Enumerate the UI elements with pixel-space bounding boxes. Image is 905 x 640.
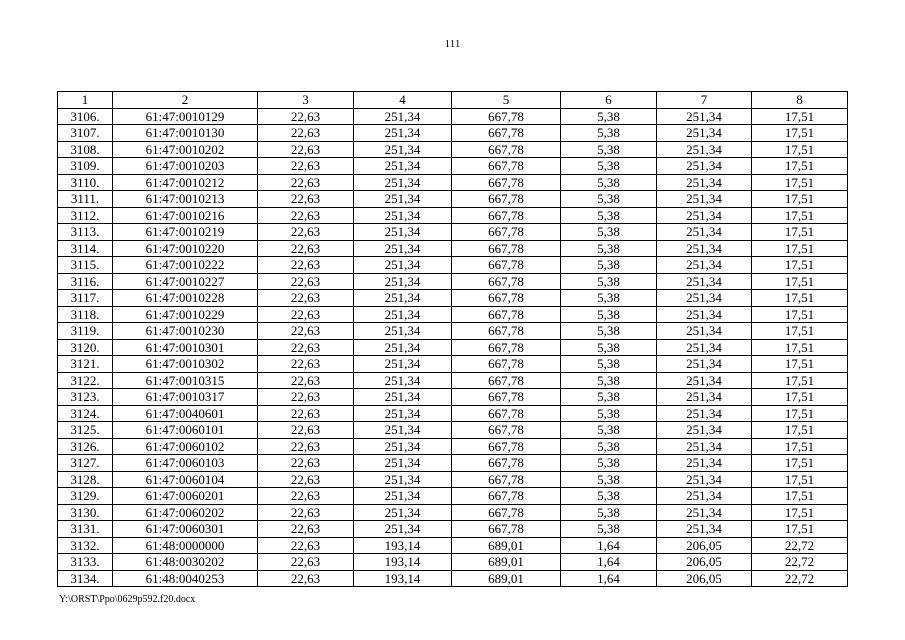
table-row [58, 537, 848, 554]
table-cell: 17,51 [752, 422, 848, 439]
table-cell: 61:47:0010222 [113, 257, 258, 274]
table-cell: 206,05 [657, 570, 752, 587]
table-cell: 5,38 [561, 488, 657, 505]
table-cell: 5,38 [561, 158, 657, 175]
table-cell: 251,34 [657, 504, 752, 521]
table-cell: 5,38 [561, 141, 657, 158]
table-cell: 22,63 [258, 240, 354, 257]
table-cell: 3116. [58, 273, 113, 290]
table-cell: 251,34 [354, 356, 452, 373]
table-cell: 3130. [58, 504, 113, 521]
table-cell: 17,51 [752, 273, 848, 290]
table-cell: 251,34 [354, 389, 452, 406]
table-cell: 17,51 [752, 438, 848, 455]
table-cell: 3122. [58, 372, 113, 389]
table-cell: 61:47:0010315 [113, 372, 258, 389]
table-cell: 3114. [58, 240, 113, 257]
table-cell: 22,63 [258, 125, 354, 142]
page-number: 111 [444, 38, 461, 50]
table-cell: 251,34 [657, 108, 752, 125]
table-cell: 5,38 [561, 108, 657, 125]
table-cell: 17,51 [752, 207, 848, 224]
table-cell: 22,63 [258, 273, 354, 290]
table-cell: 667,78 [452, 174, 561, 191]
table-cell: 251,34 [354, 455, 452, 472]
table-cell: 61:47:0010130 [113, 125, 258, 142]
table-cell: 667,78 [452, 257, 561, 274]
table-cell: 17,51 [752, 323, 848, 340]
table-cell: 251,34 [354, 108, 452, 125]
table-cell: 5,38 [561, 290, 657, 307]
column-header: 7 [657, 92, 752, 109]
table-cell: 667,78 [452, 455, 561, 472]
table-cell: 17,51 [752, 224, 848, 241]
table-body [58, 108, 848, 587]
table-row [58, 174, 848, 191]
table-cell: 206,05 [657, 537, 752, 554]
table-cell: 17,51 [752, 290, 848, 307]
table-cell: 22,63 [258, 389, 354, 406]
table-cell: 22,72 [752, 537, 848, 554]
table-row [58, 488, 848, 505]
table-cell: 251,34 [354, 405, 452, 422]
table-cell: 5,38 [561, 521, 657, 538]
table-cell: 667,78 [452, 471, 561, 488]
table-row [58, 504, 848, 521]
table-cell: 61:47:0010219 [113, 224, 258, 241]
table-cell: 667,78 [452, 224, 561, 241]
table-cell: 667,78 [452, 323, 561, 340]
table-cell: 3120. [58, 339, 113, 356]
table-cell: 22,63 [258, 504, 354, 521]
table-cell: 17,51 [752, 125, 848, 142]
table-cell: 667,78 [452, 158, 561, 175]
table-cell: 3107. [58, 125, 113, 142]
table-cell: 61:47:0010301 [113, 339, 258, 356]
table-row [58, 191, 848, 208]
table-row [58, 306, 848, 323]
table-row [58, 372, 848, 389]
table-cell: 667,78 [452, 389, 561, 406]
table-cell: 17,51 [752, 389, 848, 406]
table-cell: 251,34 [354, 372, 452, 389]
table-cell: 667,78 [452, 339, 561, 356]
table-cell: 251,34 [657, 372, 752, 389]
table-cell: 5,38 [561, 405, 657, 422]
table-cell: 251,34 [354, 504, 452, 521]
table-cell: 1,64 [561, 570, 657, 587]
table-cell: 5,38 [561, 273, 657, 290]
table-cell: 251,34 [657, 471, 752, 488]
table-cell: 667,78 [452, 273, 561, 290]
table-cell: 22,63 [258, 141, 354, 158]
table-cell: 251,34 [354, 240, 452, 257]
table-cell: 3108. [58, 141, 113, 158]
table-cell: 61:47:0040601 [113, 405, 258, 422]
table-cell: 251,34 [354, 224, 452, 241]
table-cell: 22,63 [258, 356, 354, 373]
table-cell: 17,51 [752, 141, 848, 158]
table-cell: 667,78 [452, 306, 561, 323]
table-cell: 3126. [58, 438, 113, 455]
table-cell: 22,63 [258, 570, 354, 587]
table-cell: 251,34 [657, 174, 752, 191]
table-cell: 251,34 [657, 207, 752, 224]
table-cell: 5,38 [561, 174, 657, 191]
table-cell: 3133. [58, 554, 113, 571]
table-header-row [58, 92, 848, 109]
table-cell: 3111. [58, 191, 113, 208]
table-cell: 251,34 [354, 290, 452, 307]
table-cell: 689,01 [452, 570, 561, 587]
table-cell: 17,51 [752, 108, 848, 125]
table-cell: 17,51 [752, 455, 848, 472]
table-row [58, 141, 848, 158]
table-cell: 251,34 [354, 158, 452, 175]
table-row [58, 389, 848, 406]
table-cell: 61:47:0010227 [113, 273, 258, 290]
table-row [58, 554, 848, 571]
table-cell: 251,34 [657, 158, 752, 175]
table-cell: 17,51 [752, 488, 848, 505]
table-cell: 5,38 [561, 356, 657, 373]
table-cell: 251,34 [657, 521, 752, 538]
table-cell: 251,34 [657, 422, 752, 439]
table-cell: 1,64 [561, 537, 657, 554]
table-cell: 667,78 [452, 521, 561, 538]
table-cell: 251,34 [354, 125, 452, 142]
table-cell: 689,01 [452, 537, 561, 554]
table-row [58, 323, 848, 340]
table-row [58, 273, 848, 290]
table-cell: 61:47:0060101 [113, 422, 258, 439]
table-cell: 22,63 [258, 471, 354, 488]
column-header: 8 [752, 92, 848, 109]
table-cell: 3113. [58, 224, 113, 241]
table-cell: 22,63 [258, 207, 354, 224]
table-cell: 251,34 [354, 323, 452, 340]
table-row [58, 471, 848, 488]
table-cell: 251,34 [657, 141, 752, 158]
table-cell: 22,63 [258, 405, 354, 422]
table-row [58, 356, 848, 373]
table-cell: 61:47:0010203 [113, 158, 258, 175]
table-cell: 17,51 [752, 191, 848, 208]
table-cell: 22,63 [258, 306, 354, 323]
table-cell: 22,63 [258, 521, 354, 538]
table-cell: 61:48:0030202 [113, 554, 258, 571]
table-cell: 17,51 [752, 158, 848, 175]
table-cell: 251,34 [354, 521, 452, 538]
table-row [58, 521, 848, 538]
table-row [58, 207, 848, 224]
table-cell: 22,63 [258, 323, 354, 340]
table-cell: 61:47:0060104 [113, 471, 258, 488]
table-row [58, 240, 848, 257]
table-cell: 251,34 [657, 125, 752, 142]
table-cell: 667,78 [452, 207, 561, 224]
table-cell: 61:47:0060102 [113, 438, 258, 455]
column-header: 2 [113, 92, 258, 109]
table-cell: 5,38 [561, 191, 657, 208]
table-cell: 251,34 [354, 207, 452, 224]
table-cell: 17,51 [752, 339, 848, 356]
table-cell: 22,63 [258, 339, 354, 356]
table-cell: 251,34 [354, 438, 452, 455]
table-cell: 61:47:0010302 [113, 356, 258, 373]
data-table [57, 91, 848, 587]
table-row [58, 570, 848, 587]
table-cell: 193,14 [354, 570, 452, 587]
table-cell: 22,63 [258, 174, 354, 191]
table-cell: 3125. [58, 422, 113, 439]
table-cell: 22,63 [258, 488, 354, 505]
table-cell: 22,63 [258, 438, 354, 455]
table-cell: 667,78 [452, 290, 561, 307]
table-cell: 3123. [58, 389, 113, 406]
table-cell: 3118. [58, 306, 113, 323]
table-row [58, 125, 848, 142]
table-cell: 251,34 [354, 191, 452, 208]
table-cell: 251,34 [354, 422, 452, 439]
table-cell: 5,38 [561, 240, 657, 257]
table-cell: 667,78 [452, 108, 561, 125]
table-cell: 251,34 [657, 405, 752, 422]
table-row [58, 455, 848, 472]
table-cell: 251,34 [354, 488, 452, 505]
column-header: 4 [354, 92, 452, 109]
table-row [58, 158, 848, 175]
table-row [58, 257, 848, 274]
table-cell: 3106. [58, 108, 113, 125]
table-cell: 251,34 [657, 339, 752, 356]
table-cell: 5,38 [561, 306, 657, 323]
table-cell: 22,72 [752, 570, 848, 587]
table-cell: 667,78 [452, 504, 561, 521]
table-cell: 3112. [58, 207, 113, 224]
table-cell: 5,38 [561, 323, 657, 340]
table-cell: 251,34 [657, 224, 752, 241]
table-cell: 251,34 [657, 306, 752, 323]
table-cell: 5,38 [561, 224, 657, 241]
table-cell: 17,51 [752, 257, 848, 274]
table-cell: 251,34 [354, 471, 452, 488]
table-cell: 61:47:0060301 [113, 521, 258, 538]
table-cell: 22,63 [258, 158, 354, 175]
column-header: 3 [258, 92, 354, 109]
table-cell: 251,34 [354, 339, 452, 356]
table-cell: 3128. [58, 471, 113, 488]
table-cell: 22,63 [258, 224, 354, 241]
table-cell: 22,63 [258, 191, 354, 208]
footer-file-path: Y:\ORST\Ppo\0629p592.f20.docx [59, 594, 196, 605]
table-cell: 61:47:0060103 [113, 455, 258, 472]
table-cell: 251,34 [657, 356, 752, 373]
table-cell: 251,34 [354, 273, 452, 290]
table-cell: 193,14 [354, 537, 452, 554]
table-cell: 667,78 [452, 372, 561, 389]
table-cell: 251,34 [657, 240, 752, 257]
table-cell: 251,34 [354, 141, 452, 158]
table-cell: 22,63 [258, 108, 354, 125]
table-cell: 22,63 [258, 372, 354, 389]
table-cell: 5,38 [561, 389, 657, 406]
table-cell: 61:47:0060202 [113, 504, 258, 521]
table-row [58, 108, 848, 125]
table-cell: 61:47:0060201 [113, 488, 258, 505]
table-cell: 3127. [58, 455, 113, 472]
table-cell: 3119. [58, 323, 113, 340]
table-cell: 251,34 [354, 174, 452, 191]
table-cell: 5,38 [561, 257, 657, 274]
column-header: 5 [452, 92, 561, 109]
table-cell: 5,38 [561, 438, 657, 455]
table-cell: 5,38 [561, 455, 657, 472]
table-cell: 667,78 [452, 141, 561, 158]
table-cell: 5,38 [561, 207, 657, 224]
table-cell: 22,63 [258, 290, 354, 307]
table-cell: 61:47:0010317 [113, 389, 258, 406]
table-cell: 61:47:0010230 [113, 323, 258, 340]
table-cell: 251,34 [657, 257, 752, 274]
table-cell: 667,78 [452, 488, 561, 505]
table-cell: 61:47:0010129 [113, 108, 258, 125]
table-cell: 667,78 [452, 405, 561, 422]
table-row [58, 339, 848, 356]
table-cell: 3109. [58, 158, 113, 175]
table-cell: 667,78 [452, 125, 561, 142]
table-cell: 689,01 [452, 554, 561, 571]
table-cell: 61:47:0010220 [113, 240, 258, 257]
table-cell: 3110. [58, 174, 113, 191]
table-cell: 61:47:0010202 [113, 141, 258, 158]
table-cell: 17,51 [752, 405, 848, 422]
table-cell: 3115. [58, 257, 113, 274]
table-cell: 17,51 [752, 521, 848, 538]
table-cell: 251,34 [657, 191, 752, 208]
table-cell: 22,63 [258, 554, 354, 571]
table-cell: 22,63 [258, 537, 354, 554]
table-cell: 251,34 [657, 323, 752, 340]
table-cell: 61:48:0000000 [113, 537, 258, 554]
table-cell: 3121. [58, 356, 113, 373]
table-row [58, 422, 848, 439]
table-cell: 1,64 [561, 554, 657, 571]
table-cell: 5,38 [561, 504, 657, 521]
column-header: 1 [58, 92, 113, 109]
table-cell: 3117. [58, 290, 113, 307]
table-cell: 5,38 [561, 125, 657, 142]
table-cell: 22,72 [752, 554, 848, 571]
table-cell: 251,34 [657, 488, 752, 505]
table-cell: 22,63 [258, 455, 354, 472]
table-row [58, 224, 848, 241]
table-cell: 667,78 [452, 240, 561, 257]
column-header: 6 [561, 92, 657, 109]
table-cell: 206,05 [657, 554, 752, 571]
table-row [58, 405, 848, 422]
table-cell: 251,34 [657, 389, 752, 406]
table-cell: 17,51 [752, 240, 848, 257]
table-cell: 5,38 [561, 372, 657, 389]
table-cell: 17,51 [752, 504, 848, 521]
table-cell: 251,34 [657, 455, 752, 472]
table-cell: 17,51 [752, 174, 848, 191]
table-cell: 667,78 [452, 356, 561, 373]
table-cell: 61:47:0010229 [113, 306, 258, 323]
table-cell: 3124. [58, 405, 113, 422]
table-cell: 3132. [58, 537, 113, 554]
table-cell: 251,34 [354, 257, 452, 274]
table-cell: 193,14 [354, 554, 452, 571]
table-cell: 667,78 [452, 422, 561, 439]
table-cell: 5,38 [561, 339, 657, 356]
table-cell: 251,34 [657, 290, 752, 307]
table-cell: 61:47:0010228 [113, 290, 258, 307]
table-cell: 667,78 [452, 438, 561, 455]
table-cell: 61:47:0010216 [113, 207, 258, 224]
table-row [58, 290, 848, 307]
table-cell: 17,51 [752, 356, 848, 373]
table-cell: 3134. [58, 570, 113, 587]
table-cell: 667,78 [452, 191, 561, 208]
table-cell: 17,51 [752, 306, 848, 323]
table-cell: 5,38 [561, 471, 657, 488]
table-cell: 3131. [58, 521, 113, 538]
table-cell: 61:48:0040253 [113, 570, 258, 587]
table-cell: 61:47:0010212 [113, 174, 258, 191]
table-cell: 251,34 [657, 438, 752, 455]
table-cell: 251,34 [657, 273, 752, 290]
table-cell: 22,63 [258, 422, 354, 439]
table-cell: 3129. [58, 488, 113, 505]
table-cell: 17,51 [752, 471, 848, 488]
table-cell: 22,63 [258, 257, 354, 274]
table-cell: 5,38 [561, 422, 657, 439]
table-cell: 251,34 [354, 306, 452, 323]
table-cell: 17,51 [752, 372, 848, 389]
table-cell: 61:47:0010213 [113, 191, 258, 208]
table-row [58, 438, 848, 455]
